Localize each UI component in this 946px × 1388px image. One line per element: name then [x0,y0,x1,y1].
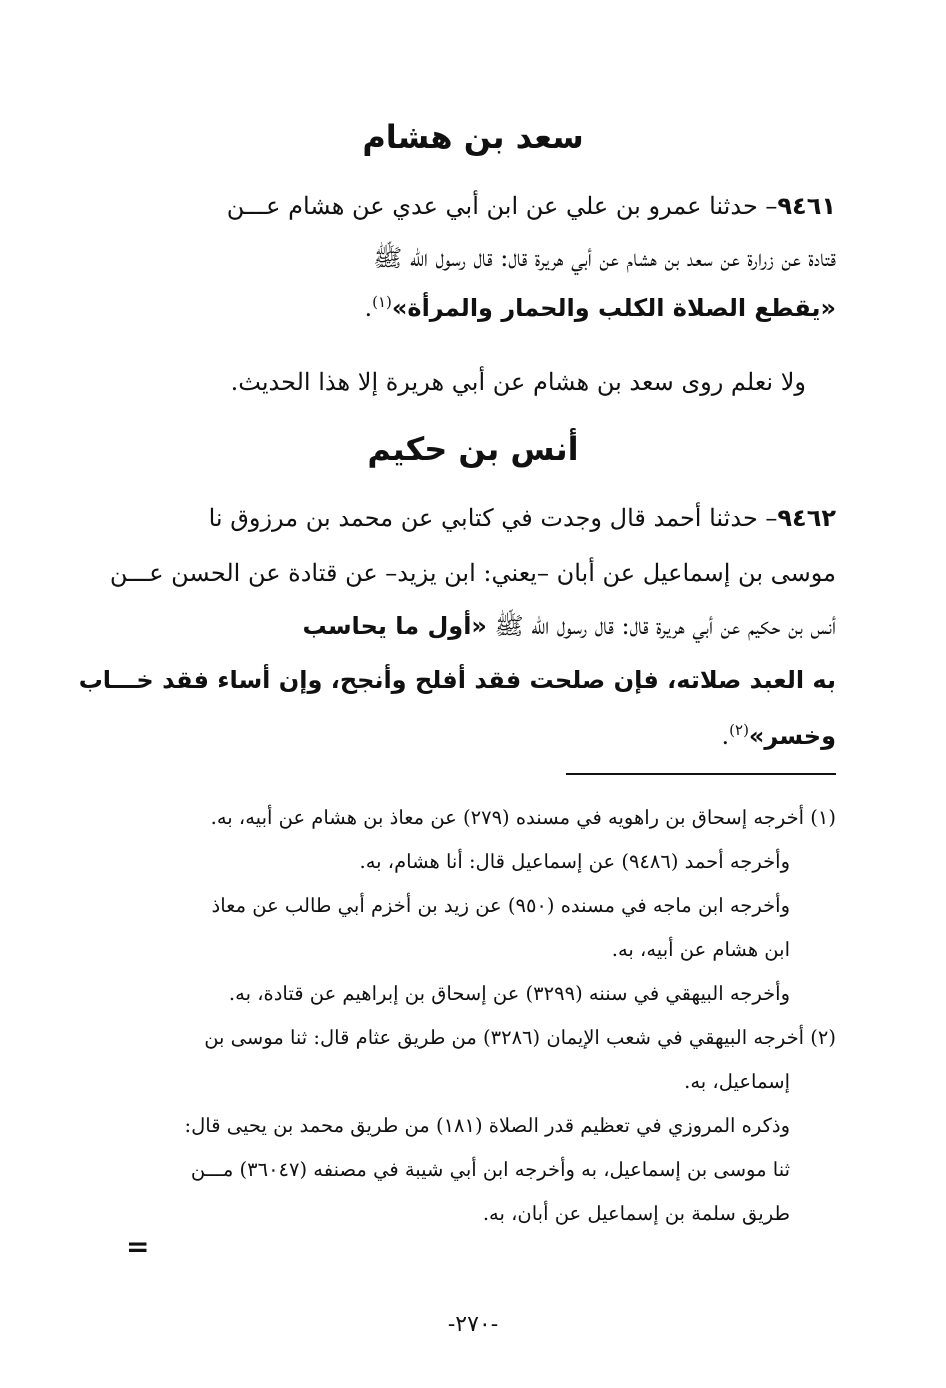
hadith-9461-line-1 [130,188,836,224]
section-heading-anas-ibn-hakim: أنس بن حكيم [367,430,579,468]
hadith-matn: وخسر» [748,722,836,750]
section-heading-saad-ibn-hisham: سعد بن هشام [362,118,584,156]
hadith-9462-line-4: به العبد صلاته، فإن صلحت فقد أفلح وأنجح، وإن أساء فقد خـــاب [78,666,836,694]
period: . [721,722,730,750]
footnote-2-line-4: ثنا موسى بن إسماعيل، به وأخرجه ابن أبي شيبة في مصنفه (٣٦٠٤٧) مـــن [190,1158,790,1181]
page-number: -٢٧٠- [447,1312,499,1337]
hadith-9462-line-2: موسى بن إسماعيل عن أبان –يعني: ابن يزيد– عن قتادة عن الحسن عـــن [109,559,836,587]
footnote-1-line-2: وأخرجه أحمد (٩٤٨٦) عن إسماعيل قال: أنا هشام، به. [359,850,790,873]
footnote-1-line-5: وأخرجه البيهقي في سننه (٣٢٩٩) عن إسحاق بن إبراهيم عن قتادة، به. [228,982,790,1005]
footnote-ref-2: (٢) [729,721,749,739]
footnote-1-line-3: وأخرجه ابن ماجه في مسنده (٩٥٠) عن زيد بن أخزم أبي طالب عن معاذ [211,894,790,917]
hadith-9462-line-1 [130,500,836,536]
hadith-9461-note: ولا نعلم روى سعد بن هشام عن أبي هريرة إلا هذا الحديث. [230,368,806,396]
hadith-text: أنس بن حكيم عن أبي هريرة قال: قال رسول الله ﷺ [486,612,836,640]
footnote-2-line-1: (٢) أخرجه البيهقي في شعب الإيمان (٣٢٨٦) من طريق عثام قال: ثنا موسى بن [204,1026,836,1049]
continuation-mark: = [126,1230,150,1263]
footnote-2-line-5: طريق سلمة بن إسماعيل عن أبان، به. [482,1202,790,1225]
footnote-2-line-3: وذكره المروزي في تعظيم قدر الصلاة (١٨١) من طريق محمد بن يحيى قال: [184,1114,790,1137]
footnote-separator [566,773,836,775]
hadith-matn: «أول ما يحاسب [302,612,487,640]
footnote-2-line-2: إسماعيل، به. [684,1070,790,1093]
hadith-text: – حدثنا عمرو بن علي عن ابن أبي عدي عن هشام عـــن [226,192,778,220]
hadith-number: ٩٤٦١ [777,192,836,220]
hadith-number: ٩٤٦٢ [777,504,836,532]
hadith-9462-line-3 [130,608,836,644]
footnote-1-line-1: (١) أخرجه إسحاق بن راهويه في مسنده (٢٧٩) عن معاذ بن هشام عن أبيه، به. [210,806,836,829]
hadith-9461-line-3 [130,290,836,326]
period: . [364,294,373,322]
hadith-9462-line-5 [130,718,836,754]
footnote-ref-1: (١) [372,293,392,311]
hadith-text: – حدثنا أحمد قال وجدت في كتابي عن محمد بن مرزوق نا [208,504,778,532]
hadith-9461-line-2: قتادة عن زرارة عن سعد بن هشام عن أبي هريرة قال: قال رسول الله ﷺ [373,244,836,272]
footnote-1-line-4: ابن هشام عن أبيه، به. [611,938,790,961]
hadith-matn: «يقطع الصلاة الكلب والحمار والمرأة» [391,294,836,322]
